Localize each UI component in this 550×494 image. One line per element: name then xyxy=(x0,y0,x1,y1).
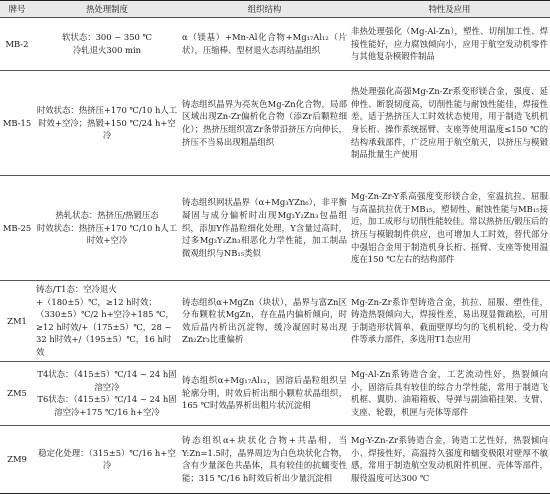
heat-treatment-cell xyxy=(34,71,180,176)
microstructure-cell: 铸态组织网状晶界（α+Mg₃YZn₆），非平衡凝固与成分偏析时出现Mg₃Y₂Zn₃包晶组织，添加Y作晶粒细化处理，Y含量过高时，过多Mg₃Y₂Zn₃相恶化力学性能，加工制品微观组织与NB₁₅类似 xyxy=(180,176,349,281)
heat-treatment-line: 冷轧退火300 min xyxy=(72,45,142,55)
heat-treatment-cell xyxy=(34,176,180,281)
header-heat-treatment: 热处理制度 xyxy=(34,1,180,18)
heat-treatment-line: 时效状态：热挤压+170 ℃/10 h人工时效+空冷；热锻+150 ℃/24 h+空冷 xyxy=(36,105,178,141)
heat-treatment-cell xyxy=(34,18,180,71)
grade-cell: MB-2 xyxy=(0,18,34,71)
table-row xyxy=(0,281,550,362)
heat-treatment-line: T4状态：（415±5）℃/14 ~ 24 h固溶空冷 xyxy=(37,368,177,392)
properties-cell: Mg-Al-Zn系铸造合金，工艺流动性好，热裂倾向小，固溶后具有较佳的综合力学性能，常用于制造飞机框、翼肋、油箱箱板、导弹与副油箱挂架、支臂、支座、轮毂，机匣与壳体等部件 xyxy=(349,361,550,425)
table-row xyxy=(0,18,550,71)
microstructure-cell: 铸态组织α+MgZn（块状），晶界与富Zn区分布颗粒状MgZn，存在晶内偏析倾向，时效后晶内析出沉淀物，缓冷凝固时易出现Zn₂Zr₃比重偏析 xyxy=(180,281,349,362)
heat-treatment-line: 软状态：300 ~ 350 ℃ xyxy=(62,32,152,43)
grade-cell: ZM5 xyxy=(0,361,34,425)
microstructure-cell: 铸态组织α+Mg₁₇Al₁₂，固溶后晶粒组织呈轮廓分明，时效后析出细小颗粒状晶组织，165 ℃时效晶界析出粗片状沉淀相 xyxy=(180,361,349,425)
table-row xyxy=(0,71,550,176)
table-header-row xyxy=(0,1,550,18)
heat-treatment-line: T6状态：（415±5）℃/14 ~ 24 h固溶空冷+175 ℃/16 h+空冷 xyxy=(37,394,177,417)
microstructure-cell: 铸态组织α+块状化合物+共晶相，当Y:Zn=1.5时，晶界周边为白色块状化合物，含有少量深色共晶体，具有较佳的抗蠕变性能；315 ℃/16 h时效后析出少量沉淀相 xyxy=(180,425,349,493)
properties-cell: 热处理强化高强Mg-Zn-Zr系变形镁合金，强度、延伸性、断裂韧度高，切削性能与耐蚀性能佳，焊接性差。适于热挤压人工时效状态使用，用于制造飞机机身长桁、操作系统摇臂、支座等使用温度≤150 ℃的结构承载部件，广泛应用于航空航天，以挤压与模锻制品批量生产使用 xyxy=(349,71,550,176)
microstructure-cell: α（镁基）+Mn-Al化合物+Mg₁₇Al₁₂（片状），压缩棒、型材退火态再结晶组织 xyxy=(180,18,349,71)
table-row xyxy=(0,176,550,281)
properties-cell: 非热处理强化（Mg-Al-Zn），塑性、切削加工性、焊接性能好，应力腐蚀倾向小，应用于航空发动机零件与其他复杂模锻件制品 xyxy=(349,18,550,71)
grade-cell: ZM1 xyxy=(0,281,34,362)
heat-treatment-cell xyxy=(34,361,180,425)
table-row xyxy=(0,425,550,493)
grade-cell: MB-25 xyxy=(0,176,34,281)
grade-cell: ZM9 xyxy=(0,425,34,493)
heat-treatment-line: 时效状态：热挤压+170 ℃/10 h人工时效+空冷 xyxy=(36,222,178,246)
heat-treatment-cell xyxy=(34,281,180,362)
heat-treatment-line: 铸态/T1态：空冷退火+（180±5）℃，≥12 h时效；（330±5）℃/2 h+空冷+185 ℃，≥12 h时效/+（175±5）℃，28 ~ 32 h时效+/（195±5）℃，16 h时效 xyxy=(36,284,174,358)
microstructure-cell: 铸态组织晶界为亮灰色Mg-Zn化合物，局部区域出现Zn-Zr偏析化合物（添Zr后颗粒细化）；热挤压组织富Zr条带沿挤压方向伸长，挤压不当易出现粗晶组织 xyxy=(180,71,349,176)
table-row xyxy=(0,361,550,425)
header-microstructure: 组织结构 xyxy=(180,1,349,18)
properties-cell: Mg-Zn-Zr系诈型铸造合金，抗拉、屈服、塑性佳，铸造热裂倾向大，焊接性差，易出现显微疏松，可用于制造形状简单、截面壁厚均匀的飞机机轮、受力构件等承力部件，多选用T1态应用 xyxy=(349,281,550,362)
header-grade: 牌号 xyxy=(0,1,34,18)
heat-treatment-line: 热轧状态：热挤压/热锻压态 xyxy=(55,210,159,221)
properties-cell: Mg-Y-Zn-Zr系铸造合金，铸造工艺性好，热裂倾向小、焊接性好，高温持久强度和蠕变极限对壁厚不敏感，常用于制造航空发动机附件机匣、壳体等部件，服役温度可达300 ℃ xyxy=(349,425,550,493)
grade-cell: MB-15 xyxy=(0,71,34,176)
heat-treatment-cell xyxy=(34,425,180,493)
heat-treatment-line: 稳定化处理：（315±5）℃/16 h+空冷 xyxy=(38,447,176,471)
header-properties-applications: 特性及应用 xyxy=(349,1,550,18)
properties-cell: Mg-Zn-Zr-Y系高强度变形镁合金，室温抗拉、屈服与高温抗拉优于MB₁₅，塑韧性、耐蚀性能与MB₁₅接近，加工成形与切削性能较佳。常以热挤压/锻压后的挤压与模锻制件供应，也可增加人工时效，替代部分中强铝合金用于制造机身长桁、摇臂、支座等使用温度在150 ℃左右的结构部件 xyxy=(349,176,550,281)
